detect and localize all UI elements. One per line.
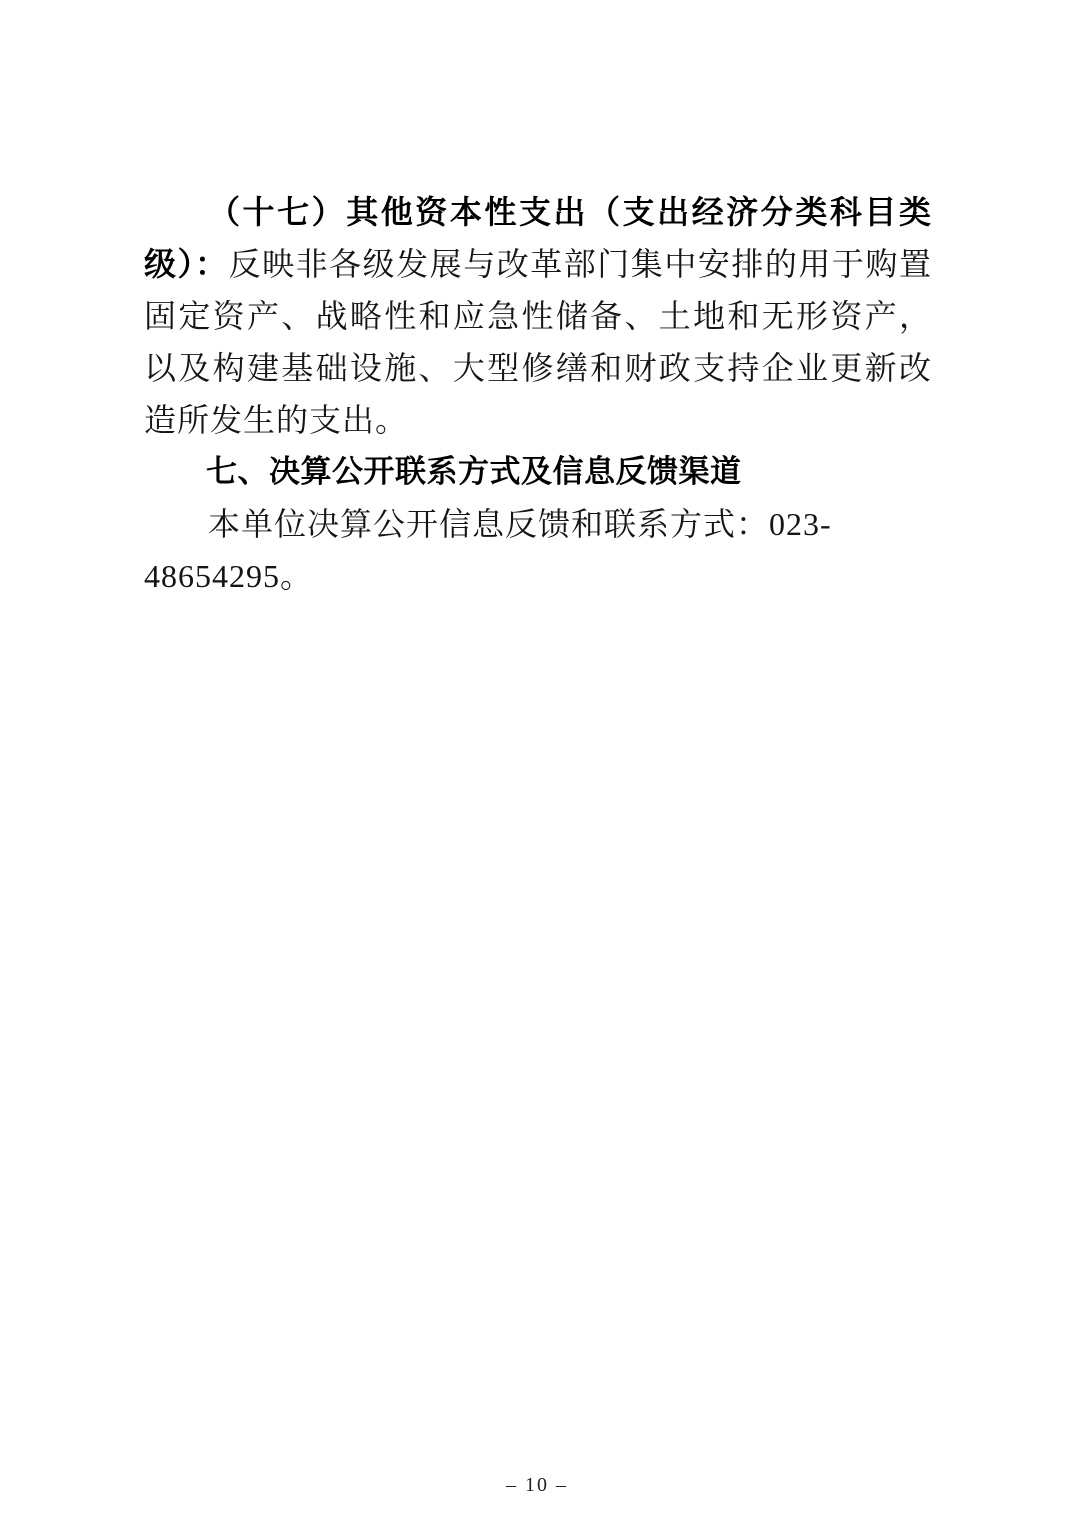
paragraph-bold-lead: （十七）其他资本性支出（支出经济分类科目类级）：	[144, 194, 932, 282]
paragraph-body-text: 反映非各级发展与改革部门集中安排的用于购置固定资产、战略性和应急性储备、土地和无形资产，以及构建基础设施、大型修缮和财政支持企业更新改造所发生的支出。	[144, 246, 932, 438]
section-heading-7: 七、决算公开联系方式及信息反馈渠道	[206, 454, 742, 489]
page-number: – 10 –	[506, 1474, 568, 1496]
page-footer	[0, 1472, 1074, 1498]
contact-info-line: 本单位决算公开信息反馈和联系方式：023-48654295。	[144, 506, 832, 594]
document-content	[144, 186, 932, 602]
paragraph-section-17	[144, 186, 932, 446]
